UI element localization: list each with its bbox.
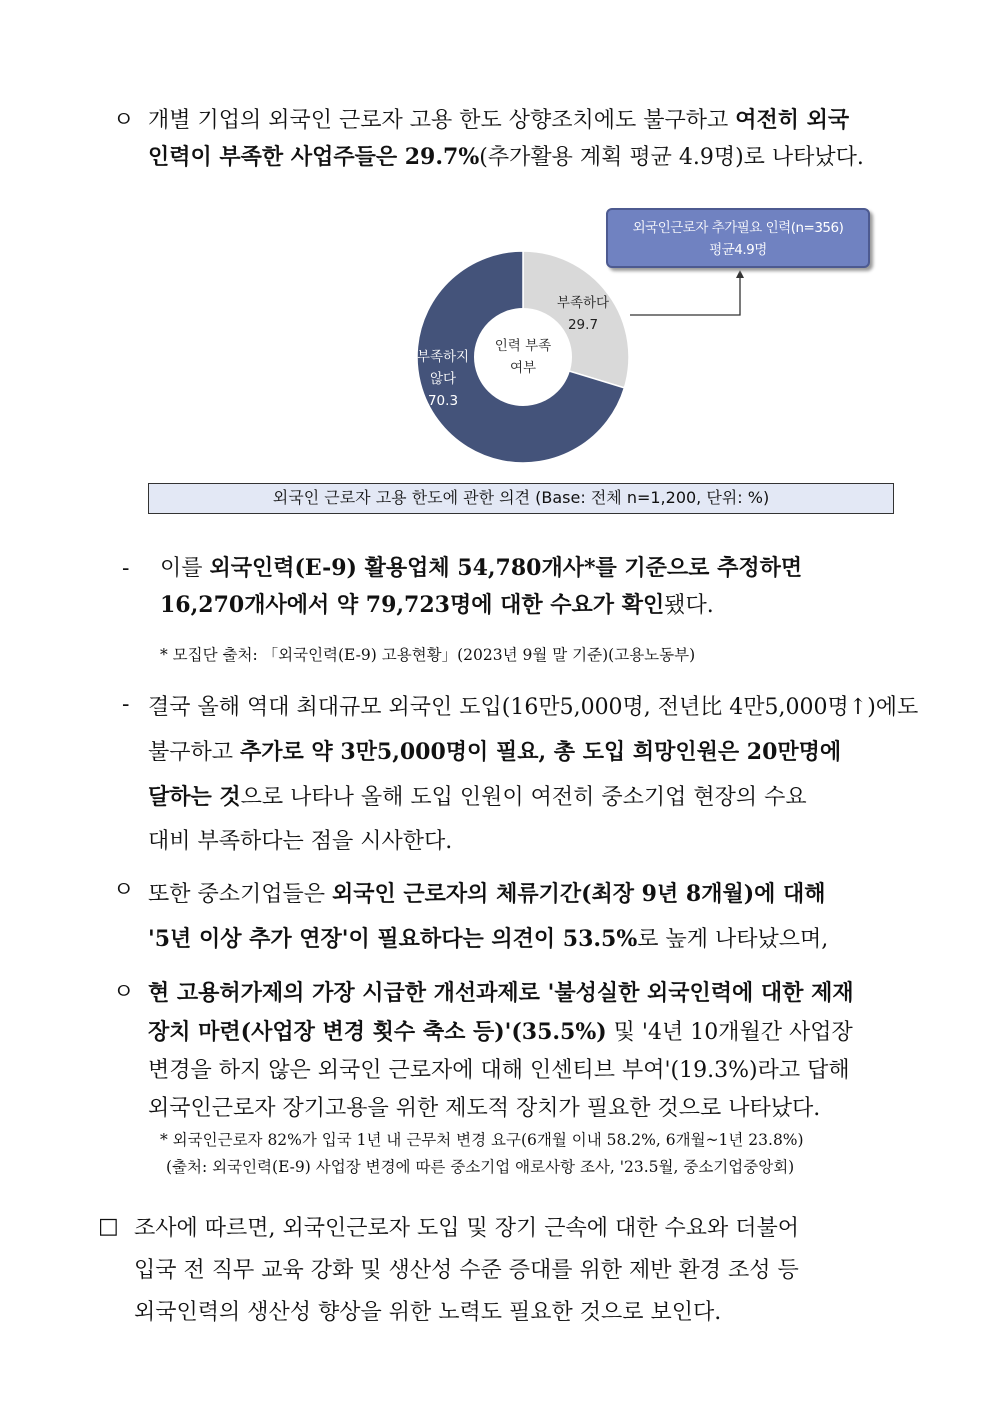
callout-box (606, 208, 870, 268)
p5-text: 변경을 하지 않은 외국인 근로자에 대해 인센티브 부여'(19.3%)라고 답해 (148, 1058, 850, 1083)
p3-bold: 추가로 약 3만5,000명이 필요, 총 도입 희망인원은 20만명에 (240, 739, 842, 765)
footnote-source: * 모집단 출처: 「외국인력(E-9) 고용현황」(2023년 9월 말 기준)(고용노동부) (160, 646, 696, 664)
paragraph-6 (134, 1208, 896, 1334)
chart-caption: 외국인 근로자 고용 한도에 관한 의견 (Base: 전체 n=1,200, 단위: %) (148, 483, 894, 514)
shortage-label: 부족하다 (556, 295, 610, 311)
p3-text: 대비 부족하다는 점을 시사한다. (148, 829, 453, 854)
slice-label-shortage (548, 292, 618, 336)
p6-text: 조사에 따르면, 외국인근로자 도입 및 장기 근속에 대한 수요와 더불어 (134, 1216, 799, 1241)
p1-bold: 인력이 부족한 사업주들은 29.7% (148, 144, 480, 170)
no-shortage-value: 70.3 (427, 393, 459, 409)
callout-title: 외국인근로자 추가필요 인력(n=356) (632, 220, 844, 236)
shortage-value: 29.7 (567, 317, 599, 333)
p5-bold: 현 고용허가제의 가장 시급한 개선과제로 '불성실한 외국인력에 대한 제재 (148, 980, 854, 1006)
p2-bold: *를 기준으로 추정하면 (583, 555, 803, 581)
dash-marker: - (122, 692, 130, 717)
p5-text: 외국인근로자 장기고용을 위한 제도적 장치가 필요한 것으로 나타났다. (148, 1096, 821, 1121)
p1-bold: 여전히 외국 (735, 107, 850, 133)
center-label-1: 인력 부족 (494, 338, 552, 354)
p1-text: 개별 기업의 외국인 근로자 고용 한도 상향조치에도 불구하고 (148, 108, 736, 133)
paragraph-5 (148, 974, 896, 1128)
paragraph-4 (148, 872, 896, 962)
p2-bold: 외국인력(E-9) 활용업체 54,780개사 (209, 555, 584, 581)
callout-average: 평균4.9명 (709, 242, 767, 258)
no-shortage-label-2: 않다 (429, 371, 457, 387)
footnote-source: (출처: 외국인력(E-9) 사업장 변경에 따른 중소기업 애로사항 조사, '23.5월, 중소기업중앙회) (166, 1158, 795, 1176)
callout-connector (630, 272, 740, 315)
p5-text: 및 '4년 10개월간 사업장 (606, 1020, 853, 1045)
bullet-marker: ㅇ (113, 878, 135, 903)
connector-arrowhead (736, 270, 744, 278)
p2-bold: 16,270개사에서 약 79,723명에 대한 수요가 확인 (160, 592, 665, 618)
p4-bold: '5년 이상 추가 연장'이 필요하다는 의견이 53.5% (148, 926, 638, 952)
square-marker: □ (98, 1214, 119, 1239)
p2-text: 이를 (160, 556, 210, 581)
bullet-marker: ㅇ (113, 980, 135, 1005)
p4-text: 또한 중소기업들은 (148, 882, 333, 907)
p3-text: 으로 나타나 올해 도입 인원이 여전히 중소기업 현장의 수요 (240, 785, 807, 810)
p6-text: 입국 전 직무 교육 강화 및 생산성 수준 증대를 위한 제반 환경 조성 등 (134, 1258, 799, 1283)
p1-text: (추가활용 계획 평균 4.9명)로 나타났다. (479, 145, 864, 170)
bullet-marker: ㅇ (113, 108, 135, 133)
p3-text: 결국 올해 역대 최대규모 외국인 도입(16만5,000명, 전년比 4만5,000명↑)에도 (148, 695, 919, 720)
paragraph-2 (160, 550, 896, 624)
donut-center-label (483, 335, 563, 379)
p6-text: 외국인력의 생산성 향상을 위한 노력도 필요한 것으로 보인다. (134, 1300, 722, 1325)
p4-text: 로 높게 나타났으며, (637, 927, 829, 952)
center-label-2: 여부 (509, 360, 537, 376)
p4-bold: 외국인 근로자의 체류기간(최장 9년 8개월)에 대해 (332, 881, 826, 907)
footnote-statistic: * 외국인근로자 82%가 입국 1년 내 근무처 변경 요구(6개월 이내 58.2%, 6개월~1년 23.8%) (160, 1131, 804, 1149)
slice-label-no-shortage (408, 346, 478, 412)
p5-bold: 장치 마련(사업장 변경 횟수 축소 등)'(35.5%) (148, 1019, 607, 1045)
paragraph-3 (148, 686, 919, 864)
p2-text: 됐다. (664, 593, 714, 618)
dash-marker: - (122, 556, 130, 581)
p3-text: 불구하고 (148, 740, 241, 765)
p3-bold: 달하는 것 (148, 784, 241, 810)
no-shortage-label-1: 부족하지 (416, 349, 470, 365)
